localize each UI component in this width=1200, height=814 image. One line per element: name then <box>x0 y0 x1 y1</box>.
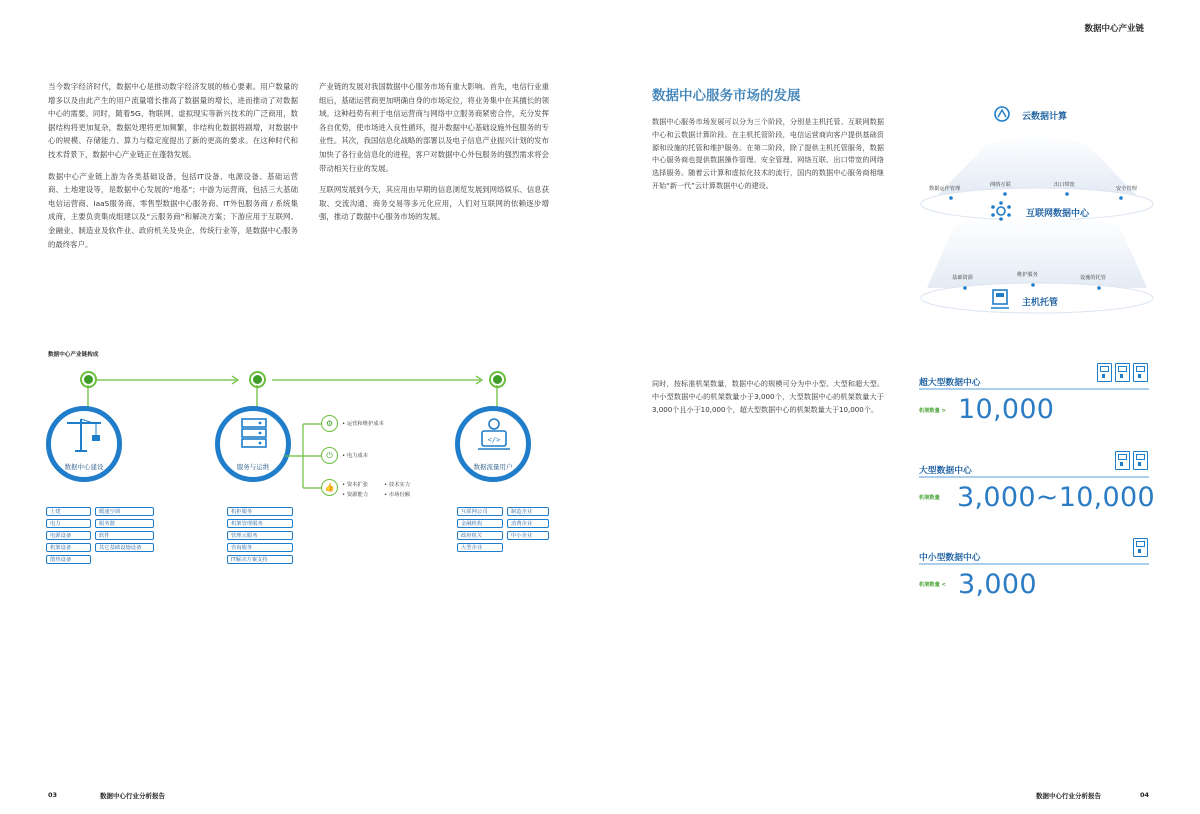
left-col1-paragraph-1: 当今数字经济时代，数据中心是推动数字经济发展的核心要素。用户数量的增多以及由此产生的用户流量增长推高了数据量的增长，进而推动了对数据中心的需要。同时，随着5G、物联网、虚拟现实等新兴技术的广泛商用，数据结构将更加复杂，数据处理将更加频繁，非结构化数据将剧增，对数据中心的规模、存储能力、算力与稳定度提出了新的更高的要求。在这种时代和技术背景下，数据中心产业链正在蓬勃发展。 <box>48 82 298 159</box>
tag-server: 服务器 <box>95 519 154 528</box>
host-server-icon <box>990 288 1010 310</box>
page-header-title: 数据中心产业链 <box>1084 24 1144 34</box>
tag-construction: 土建 <box>46 507 91 516</box>
tier-item-facility-hosting: 设施的托管 <box>1080 275 1106 281</box>
footer-right-page-number: 04 <box>1140 791 1150 799</box>
crane-icon <box>63 415 105 453</box>
tag-consulting: 咨询服务 <box>227 543 293 552</box>
tag-rack-management: 机架管理服务 <box>227 519 293 528</box>
side-item-ops-cost-text: 运营和维护成本 <box>346 421 384 427</box>
chain-connectors <box>40 385 510 415</box>
service-circle <box>215 406 291 482</box>
footer-right-title: 数据中心行业分析报告 <box>1036 792 1101 800</box>
side-item-resource-text: 资源能力 <box>346 492 369 498</box>
dc-small-title: 中小型数据中心 <box>919 553 981 563</box>
rack-icon <box>1115 451 1130 470</box>
tier-item-maintenance: 维护服务 <box>1017 272 1038 278</box>
section-title: 数据中心服务市场的发展 <box>652 88 801 104</box>
left-column-1 <box>48 80 298 251</box>
users-label: 数据流量用户 <box>473 463 513 471</box>
rack-icon <box>1115 363 1130 382</box>
tag-power-equipment: 电源设备 <box>46 531 91 540</box>
rack-icon <box>1133 363 1148 382</box>
server-icon <box>240 417 268 453</box>
tier-idc-label: 互联网数据中心 <box>1026 209 1090 219</box>
power-icon: ⏻ <box>321 447 338 464</box>
side-item-share-text: 市场份额 <box>388 492 411 498</box>
dc-small-rack-label: 机架数量 < <box>919 582 946 588</box>
side-item-power-cost-text: 电力成本 <box>346 453 369 459</box>
tag-financial: 金融机构 <box>457 519 503 528</box>
rack-icon <box>1097 363 1112 382</box>
tag-software: 软件 <box>95 531 154 540</box>
tier-item-network: 网络互联 <box>990 182 1011 188</box>
service-branch-lines <box>285 418 325 494</box>
rack-icon <box>1133 451 1148 470</box>
construction-circle <box>46 406 122 482</box>
developer-icon <box>477 417 511 453</box>
dc-large-divider <box>919 476 1149 478</box>
tag-government: 政府机关 <box>457 531 503 540</box>
service-label: 服务与运维 <box>236 463 270 471</box>
side-item-tech: • 技术实力 <box>384 482 411 488</box>
dc-hyperscale-rack-label: 机架数量 > <box>919 408 946 414</box>
tag-internet-company: 互联网公司 <box>457 507 503 516</box>
tag-hvac: 暖通空调 <box>95 507 154 516</box>
dc-hyperscale-title: 超大型数据中心 <box>919 378 981 388</box>
tier-item-bandwidth: 出口带宽 <box>1054 182 1075 188</box>
left-col1-paragraph-2: 数据中心产业链上游为各类基础设备，包括IT设备、电源设备、基础运营商、土地建设等，是数据中心发展的“地基”；中游为运营商，包括三大基础电信运营商、IaaS服务商、零售型数据中心服务商、IT外包服务商 / 系统集成商，主要负责集成组建以及“云服务商”和解决方案；下游应用于互联网、金融业、制造业及软件业、政府机关及央企、传统行业等，是数据中心服务的最终客户。 <box>48 171 298 249</box>
footer-left-title: 数据中心行业分析报告 <box>100 792 165 800</box>
tag-it-solutions: IT解决方案支持 <box>227 555 293 564</box>
dc-small-divider <box>919 563 1149 565</box>
dc-large-title: 大型数据中心 <box>919 466 972 476</box>
left-col2-paragraph-1: 产业链的发展对我国数据中心服务市场有重大影响。首先，电信行业重组后，基础运营商更加明确自身的市场定位，将业务集中在其擅长的领域。这种趋势有利于电信运营商与网络中立服务商紧密合作，充分发挥各自优势，使市场进入良性循环，提升数据中心基础设施外包服务的专业性。其次，我国信息化战略的部署以及电子信息产业振兴计划的发布加快了各行业信息化的进程，客户对数据中心外包服务的强烈需求将会带动相关行业的发展。 <box>319 82 549 173</box>
cloud-compute-icon <box>992 104 1012 124</box>
tier-item-base-resource: 基础资源 <box>952 275 973 281</box>
dc-scale-paragraph: 同时，按标准机架数量，数据中心的规模可分为中小型、大型和超大型。中小型数据中心的机架数量小于3,000个，大型数据中心的机架数量大于3,000个且小于10,000个，超大型数据中心的机架数量大于10,000个。 <box>652 379 884 414</box>
tag-cloud-management: 管理云服务 <box>227 531 293 540</box>
svg-text:</>: </> <box>487 436 501 444</box>
rack-icon <box>1133 538 1148 557</box>
tag-cabinet-service: 机柜服务 <box>227 507 293 516</box>
tag-large-enterprise: 大型企业 <box>457 543 503 552</box>
cost-gear-icon: ⚙ <box>321 415 338 432</box>
side-item-resource: • 资源能力 <box>342 492 369 498</box>
dc-hyperscale-value: 10,000 <box>958 394 1055 425</box>
dc-small-value: 3,000 <box>958 569 1037 600</box>
tier-item-data-ops: 数据运作管理 <box>929 186 961 192</box>
tag-other-infra: 其它基础设施设备 <box>95 543 154 552</box>
tag-rack-equipment: 机架设备 <box>46 543 91 552</box>
dc-large-rack-label: 机架数量 <box>919 495 940 501</box>
tier-item-security: 安全管理 <box>1116 186 1137 192</box>
tag-consumer: 消费企业 <box>507 519 549 528</box>
network-hub-icon <box>990 200 1012 222</box>
side-item-share: • 市场份额 <box>384 492 411 498</box>
side-item-power-cost: • 电力成本 <box>342 453 369 459</box>
thumb-up-icon: 👍 <box>321 479 338 496</box>
side-item-capital: • 资本扩张 <box>342 482 369 488</box>
tag-power: 电力 <box>46 519 91 528</box>
footer-left-page-number: 03 <box>48 791 58 799</box>
dc-large-value: 3,000~10,000 <box>957 482 1155 513</box>
market-stages-paragraph: 数据中心服务市场发展可以分为三个阶段，分别是主机托管、互联网数据中心和云数据计算阶段。在主机托管阶段，电信运营商向客户提供基础资源和设施的托管和维护服务。在第二阶段，除了提供主机托管服务，数据中心服务商也提供数据操作管理、安全管理、网络互联、出口带宽的网络选择服务。随着云计算和虚拟化技术的流行，国内的数据中心服务商相继开始“新一代”云计算数据中心的建设。 <box>652 117 884 190</box>
construction-label: 数据中心建设 <box>64 463 104 471</box>
dc-hyperscale-divider <box>919 388 1149 390</box>
left-col2-paragraph-2: 互联网发展到今天，其应用由早期的信息浏览发展到网络娱乐、信息获取、交流沟通、商务交易等多元化应用，人们对互联网的依赖逐步增强，推动了数据中心服务市场的发展。 <box>319 185 549 222</box>
side-item-tech-text: 技术实力 <box>388 482 411 488</box>
diagram-caption: 数据中心产业链构成 <box>48 352 99 358</box>
tag-sme: 中小企业 <box>507 531 549 540</box>
tier-cloud-label: 云数据计算 <box>1022 112 1068 122</box>
users-circle <box>455 406 531 482</box>
left-column-2 <box>319 80 549 224</box>
side-item-capital-text: 资本扩张 <box>346 482 369 488</box>
tag-cooling: 散热设备 <box>46 555 91 564</box>
side-item-ops-cost: • 运营和维护成本 <box>342 421 384 427</box>
tier-hosting-label: 主机托管 <box>1022 298 1059 308</box>
tag-manufacturing: 制造企业 <box>507 507 549 516</box>
